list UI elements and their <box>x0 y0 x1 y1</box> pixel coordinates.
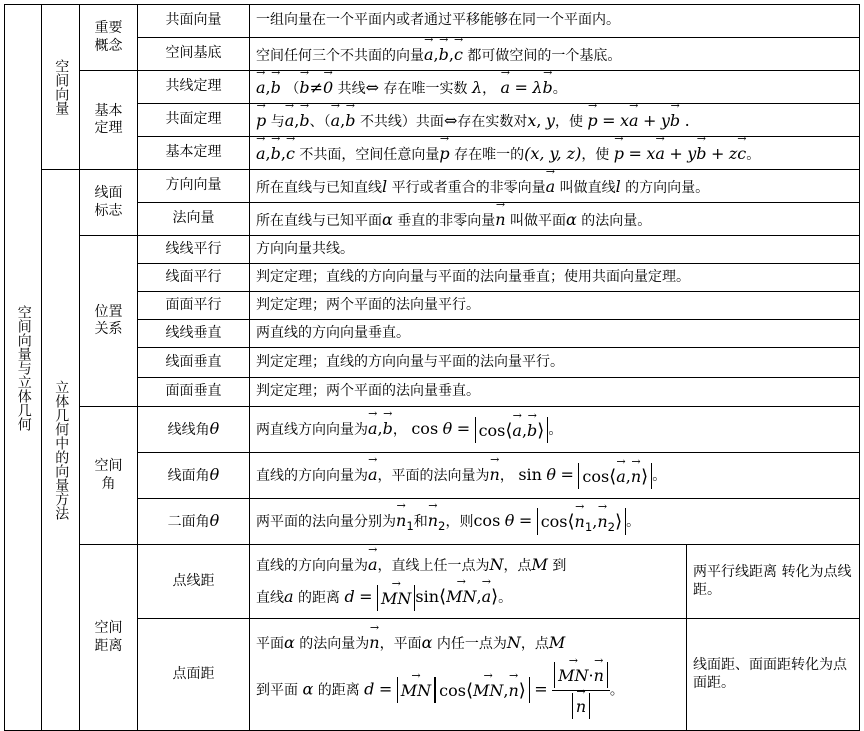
desc-line-line-angle: 两直线方向向量为→ a,→ b， cos θ = cos⟨→ a,→ b⟩ 。 <box>250 407 860 453</box>
item-plane-plane-parallel: 面面平行 <box>138 292 250 320</box>
abs-mn: → MN <box>377 585 415 611</box>
desc-point-plane-distance: 平面α 的法向量为→ n，平面α 内任一点为N，点M 到平面 α 的距离 d = → MN cos⟨→ MN,→ n⟩ = → MN·→ n → n 。 <box>250 619 687 731</box>
item-coplanar-vectors: 共面向量 <box>138 5 250 38</box>
group-basic-theorems: 基本定理 <box>94 102 123 136</box>
group-basic-theorems-cell <box>80 71 138 170</box>
section-vector-methods: 立体几何中的向量方法 <box>53 380 70 520</box>
desc-line-plane-perp: 判定定理；直线的方向向量与平面的法向量平行。 <box>250 348 860 378</box>
item-direction-vector: 方向向量 <box>138 170 250 203</box>
item-dihedral-angle: 二面角θ <box>138 499 250 545</box>
chapter-title: 空间向量与立体几何 <box>15 304 32 431</box>
desc-plane-plane-perp: 判定定理；两个平面的法向量垂直。 <box>250 378 860 407</box>
group-line-plane-normal-cell <box>80 170 138 236</box>
distance-fraction: → MN·→ n → n <box>552 662 610 719</box>
desc-line-line-perp: 两直线的方向向量垂直。 <box>250 320 860 348</box>
desc-plane-plane-parallel: 判定定理；两个平面的法向量平行。 <box>250 292 860 320</box>
desc-normal-vector: 所在直线与已知平面α 垂直的非零向量→ n 叫做平面α 的法向量。 <box>250 203 860 236</box>
section-vector-methods-cell <box>42 170 80 731</box>
abs-cos-mn-n: cos⟨→ MN,→ n⟩ <box>435 677 530 703</box>
abs-cos-n1n2: cos⟨→ $n_1,\to$ $n_2⟩$ <box>537 508 626 536</box>
note-point-line-distance: 两平行线距离 转化为点线距。 <box>687 545 860 619</box>
group-distance-cell <box>80 545 138 731</box>
item-point-line-distance: 点线距 <box>138 545 250 619</box>
item-line-plane-perp: 线面垂直 <box>138 348 250 378</box>
group-position-cell <box>80 236 138 407</box>
desc-line-plane-angle: 直线的方向向量为→ a，平面的法向量为→ n， sin θ = cos⟨→ a,→ n⟩ 。 <box>250 453 860 499</box>
note-point-plane-distance: 线面距、面面距转化为点面距。 <box>687 619 860 731</box>
group-key-concepts: 重要概念 <box>94 20 123 54</box>
item-normal-vector: 法向量 <box>138 203 250 236</box>
item-point-plane-distance: 点面距 <box>138 619 250 731</box>
item-line-plane-angle: 线面角θ <box>138 453 250 499</box>
group-key-concepts-cell <box>80 5 138 71</box>
desc-basic-theorem: → a,→ b,→ c 不共面，空间任意向量→ p 存在唯一的(x, y, z)，使 → p = x→ a + y→ b + z→ c。 <box>250 137 860 170</box>
item-line-plane-parallel: 线面平行 <box>138 264 250 292</box>
chapter-title-cell <box>5 5 42 731</box>
group-angle: 空间角 <box>94 458 123 492</box>
item-collinear-theorem: 共线定理 <box>138 71 250 104</box>
group-line-plane-normal: 线面标志 <box>94 185 123 219</box>
desc-collinear-theorem: → a,→ b （→ b≠→ 0 共线⇔ 存在唯一实数 λ， → a = λ→ b。 <box>250 71 860 104</box>
section-space-vectors: 空间向量 <box>53 59 70 115</box>
desc-space-basis: 空间任何三个不共面的向量→ a,→ b,→ c 都可做空间的一个基底。 <box>250 38 860 71</box>
desc-point-line-distance: 直线的方向向量为→ a，直线上任一点为N，点M 到 直线a 的距离 d = → MN sin⟨→ MN,→ a⟩。 <box>250 545 687 619</box>
desc-direction-vector: 所在直线与已知直线l 平行或者重合的非零向量→ a 叫做直线l 的方向向量。 <box>250 170 860 203</box>
group-angle-cell <box>80 407 138 545</box>
abs-cos-ab: cos⟨→ a,→ b⟩ <box>475 417 549 443</box>
item-plane-plane-perp: 面面垂直 <box>138 378 250 407</box>
abs-mn-plane: → MN <box>397 677 435 703</box>
knowledge-table <box>4 4 860 731</box>
desc-line-line-parallel: 方向向量共线。 <box>250 236 860 264</box>
item-space-basis: 空间基底 <box>138 38 250 71</box>
section-space-vectors-cell <box>42 5 80 170</box>
group-position: 位置关系 <box>94 303 123 337</box>
desc-dihedral-angle: 两平面的法向量分别为→ $n_1$和→ $n_2$，则cos θ = cos⟨→ $n_1,\to$ $n_2⟩$ 。 <box>250 499 860 545</box>
item-line-line-parallel: 线线平行 <box>138 236 250 264</box>
desc-coplanar-vectors: 一组向量在一个平面内或者通过平移能够在同一个平面内。 <box>250 5 860 38</box>
desc-line-plane-parallel: 判定定理；直线的方向向量与平面的法向量垂直；使用共面向量定理。 <box>250 264 860 292</box>
item-basic-theorem: 基本定理 <box>138 137 250 170</box>
desc-coplanar-theorem: → p 与→ a,→ b、（→ a,→ b 不共线）共面⇔存在实数对x, y，使 → p = x→ a + y→ b . <box>250 104 860 137</box>
group-distance: 空间距离 <box>94 620 123 654</box>
abs-cos-an: cos⟨→ a,→ n⟩ <box>578 463 652 489</box>
item-coplanar-theorem: 共面定理 <box>138 104 250 137</box>
item-line-line-angle: 线线角θ <box>138 407 250 453</box>
item-line-line-perp: 线线垂直 <box>138 320 250 348</box>
